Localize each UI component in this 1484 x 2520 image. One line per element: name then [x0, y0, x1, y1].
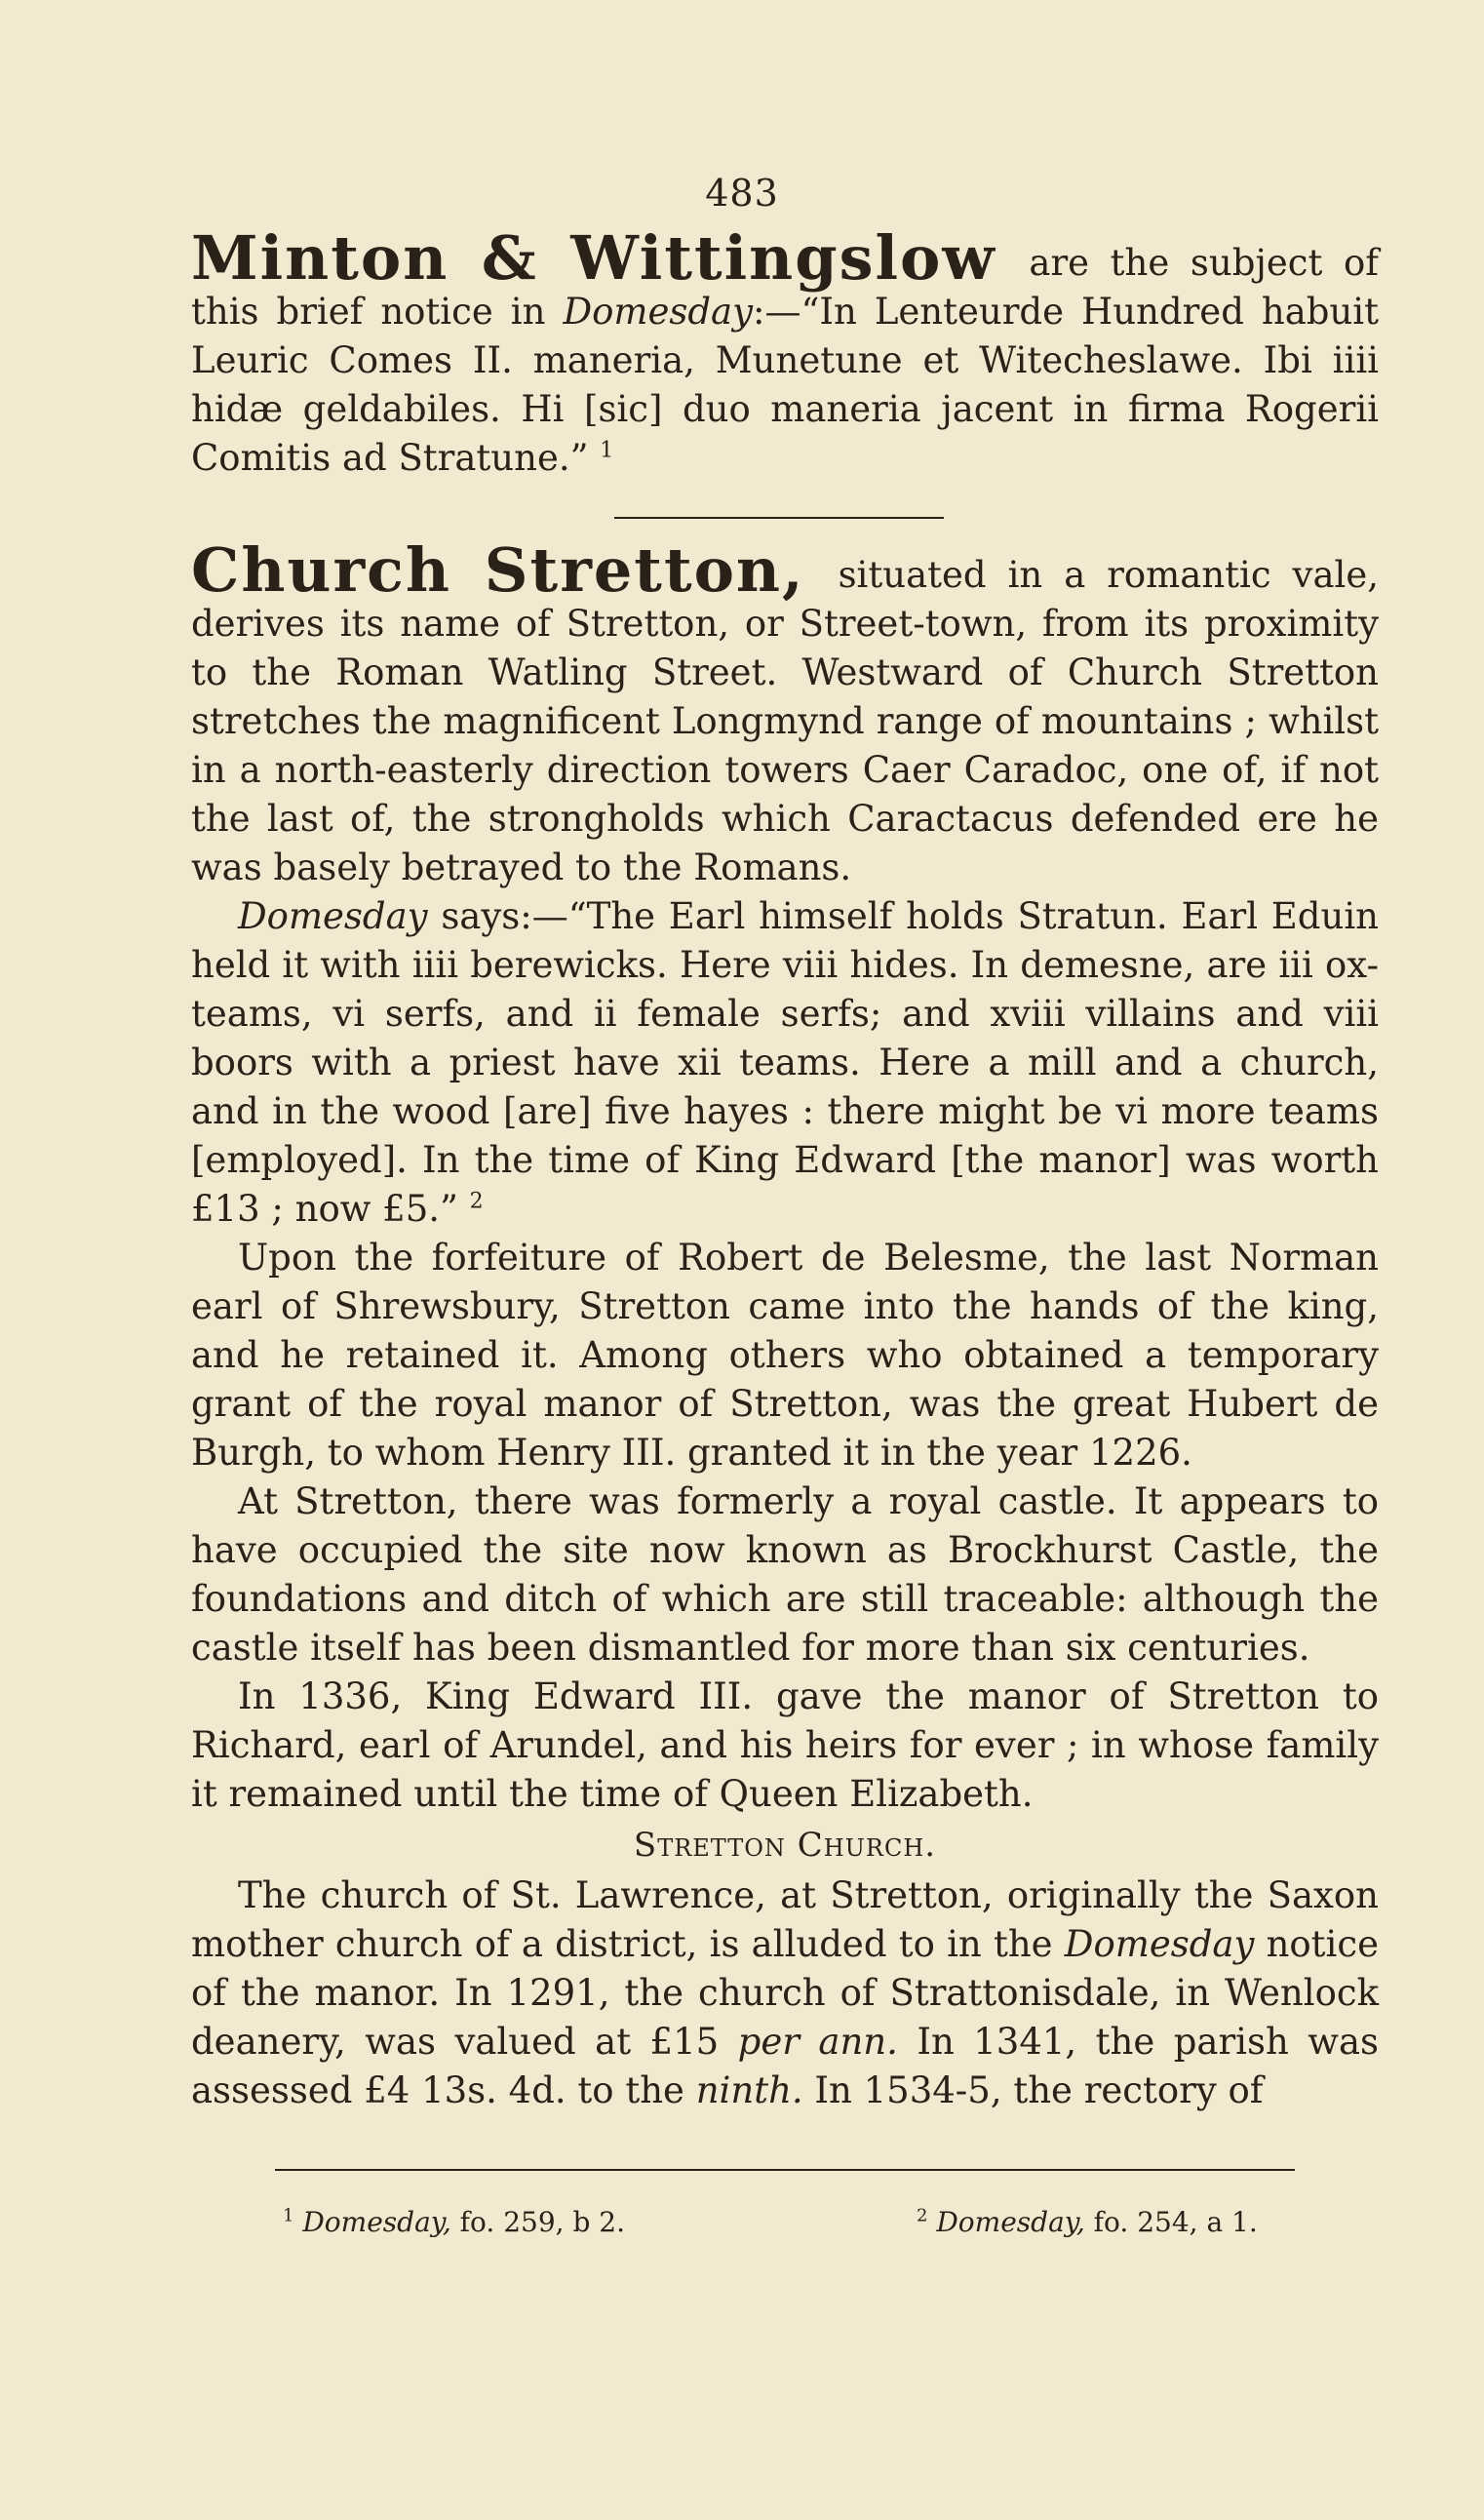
- footnote-2-text: fo. 254, a 1.: [1084, 2206, 1258, 2238]
- section-minton-wittingslow: [191, 222, 1379, 483]
- headword-minton: Minton & Wittingslow: [191, 222, 996, 294]
- church-text-1: The church of St. Lawrence, at Stretton, originally the Saxon mother church of a district, is alluded to in the: [191, 1874, 1379, 1965]
- domesday-italic: Domesday: [238, 895, 428, 937]
- footnote-1-text: fo. 259, b 2.: [450, 2206, 625, 2238]
- footnote-ref-1: 1: [600, 438, 614, 463]
- stretton-intro-paragraph: [191, 534, 1379, 892]
- section-divider: [614, 517, 944, 519]
- headword-church-stretton: Church Stretton,: [191, 534, 805, 606]
- church-paragraph: [191, 1871, 1379, 2115]
- minton-domesday-italic: Domesday: [563, 291, 753, 333]
- section-church-stretton: [191, 534, 1380, 2115]
- footnote-2-mark: 2: [917, 2205, 928, 2226]
- church-italic-domesday: Domesday: [1064, 1923, 1255, 1965]
- church-text-2: notice of the manor. In 1291, the church of Strattonisdale, in Wenlock deanery, was valued at £15: [191, 1923, 1380, 2063]
- footnote-1: [283, 2206, 625, 2238]
- castle-paragraph: At Stretton, there was formerly a royal castle. It appears to have occupied the site now known as Brockhurst Castle, the foundations and ditch of which are still traceable: although the castle itself has been dismantled for more than six centuries.: [191, 1480, 1379, 1669]
- footnote-rule: [275, 2169, 1295, 2171]
- church-italic-per-ann: per ann.: [737, 2021, 898, 2063]
- footnote-2-italic: Domesday,: [936, 2206, 1085, 2238]
- minton-paragraph: [191, 222, 1379, 483]
- domesday-paragraph: [191, 892, 1379, 1234]
- stretton-intro-text: situated in a romantic vale, derives its name of Stretton, or Street-town, from its proximity to the Roman Watling Street. Westward of Church Stretton stretches the magnificent Longmynd range of mountains ; whilst in a north-easterly direction towers Caer Caradoc, one of, if not the last of, the strongholds which Caractacus defended ere he was basely betrayed to the Romans.: [191, 554, 1379, 888]
- footnote-1-italic: Domesday,: [302, 2206, 451, 2238]
- page-number: 483: [705, 172, 779, 215]
- church-italic-ninth: ninth.: [695, 2069, 803, 2111]
- domesday-text: says:—“The Earl himself holds Stratun. Earl Eduin held it with iiii berewicks. Here viii hides. In demesne, are iii ox-teams, vi serfs, and ii female serfs; and xviii villains and viii boors with a priest have xii teams. Here a mill and a church, and in the wood [are] five hayes : there might be vi more teams [employed]. In the time of King Edward [the manor] was worth £13 ; now £5.”: [191, 895, 1379, 1230]
- footnote-2: [917, 2206, 1258, 2238]
- paragraph-1336: In 1336, King Edward III. gave the manor of Stretton to Richard, earl of Arundel, and his heirs for ever ; in whose family it remained until the time of Queen Elizabeth.: [191, 1675, 1379, 1815]
- forfeiture-paragraph: Upon the forfeiture of Robert de Belesme, the last Norman earl of Shrewsbury, Stretton came into the hands of the king, and he retained it. Among others who obtained a temporary grant of the royal manor of Stretton, was the great Hubert de Burgh, to whom Henry III. granted it in the year 1226.: [191, 1237, 1379, 1474]
- church-text-3: In 1341, the parish was assessed £4 13s. 4d. to the: [191, 2021, 1379, 2111]
- minton-text-a: are the subject of this brief notice in: [191, 242, 1379, 333]
- subheading-stretton-church: Stretton Church.: [633, 1826, 937, 1865]
- footnote-1-mark: 1: [283, 2205, 294, 2226]
- footnote-ref-2: 2: [469, 1189, 484, 1214]
- minton-text-b: :—“In Lenteurde Hundred habuit Leuric Comes II. maneria, Munetune et Witecheslawe. Ibi iiii hidæ geldabiles. Hi [sic] duo maneria jacent in firma Rogerii Comitis ad Stratune.”: [191, 291, 1379, 479]
- church-text-4: In 1534-5, the rectory of: [802, 2069, 1264, 2111]
